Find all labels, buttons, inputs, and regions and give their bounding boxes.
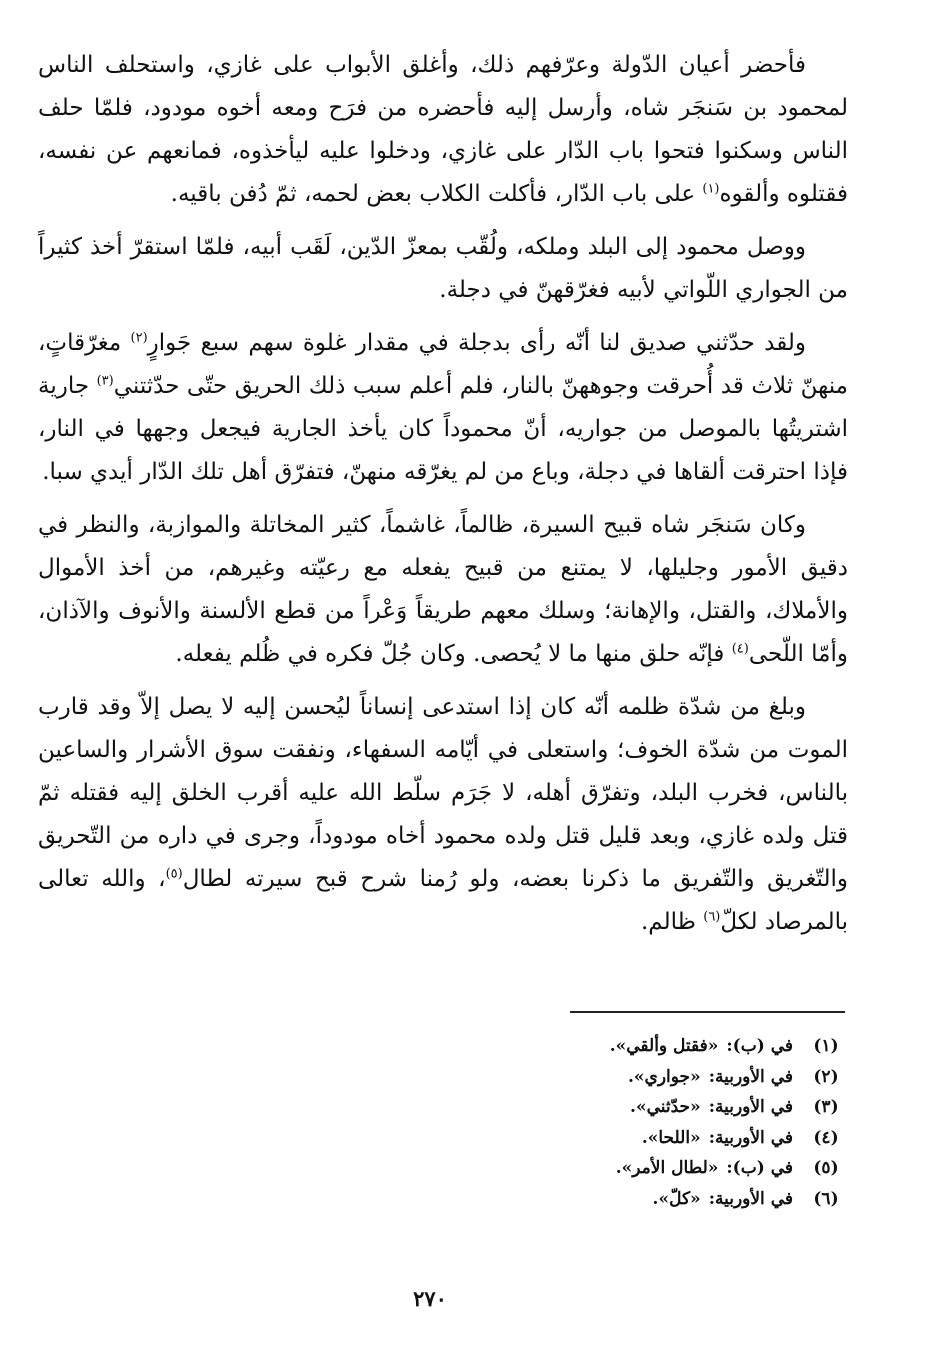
paragraph-text: فإنّه حلق منها ما لا يُحصى. وكان جُلّ فكره في ظُلم يفعله. <box>175 641 732 667</box>
footnote-source: في الأوربية: <box>708 1066 793 1087</box>
paragraph <box>38 44 848 216</box>
footnote-ref: (١) <box>702 181 720 197</box>
footnote-ref: (٣) <box>96 373 114 389</box>
paragraph <box>38 322 848 494</box>
footnote-item <box>420 1153 845 1184</box>
footnote-text: «حدّثني». <box>630 1097 701 1117</box>
footnote-ref: (٢) <box>130 330 148 346</box>
footnote-item <box>420 1092 845 1123</box>
footnote-source: في (ب): <box>726 1158 793 1178</box>
paragraph-text: وبلغ من شدّة ظلمه أنّه كان إذا استدعى إنساناً ليُحسن إليه لا يصل إلاّ وقد قارب الموت من شدّة الخوف؛ واستعلى في أيّامه السفهاء، ونفقت سوق الأشرار والساعين بالناس، فخرب البلد، وتفرّق أهله، لا جَرَم سلّط الله عليه أقرب الخلق إليه فقتله ثمّ قتل ولده غازي، وبعد قليل قتل ولده محمود أخاه مودوداً، وجرى في داره من التّحريق والتّغريق والتّفريق ما ذكرنا بعضه، ولو رُمنا شرح قبح سيرته لطال <box>38 694 848 892</box>
main-text <box>38 44 848 954</box>
footnote-number: (٣) <box>813 1097 839 1117</box>
footnote-divider <box>570 1011 845 1013</box>
footnote-item <box>420 1123 845 1154</box>
paragraph-text: ووصل محمود إلى البلد وملكه، ولُقّب بمعزّ الدّين، لَقَب أبيه، فلمّا استقرّ أخذ كثيراً من الجواري اللّواتي لأبيه فغرّقهنّ في دجلة. <box>38 234 848 303</box>
footnote-text: «فقتل وألقي». <box>609 1036 719 1056</box>
footnotes-list <box>420 1031 845 1214</box>
paragraph <box>38 504 848 676</box>
footnote-item <box>420 1184 845 1215</box>
paragraph-text: ، والله تعالى بالمرصاد لكلّ <box>38 866 848 935</box>
footnote-number: (٥) <box>813 1158 839 1178</box>
footnote-source: في الأوربية: <box>708 1188 793 1209</box>
footnote-number: (٢) <box>813 1066 839 1087</box>
footnote-ref: (٥) <box>165 866 183 882</box>
paragraph-text: جارية اشتريتُها بالموصل من جواريه، أنّ محموداً كان يأخذ الجارية فيجعل وجهها في النار، فإذا احترقت ألقاها في دجلة، وباع من لم يغرّقه منهنّ، فتفرّق أهل تلك الدّار أيدي سبا. <box>38 373 848 485</box>
footnote-source: في الأوربية: <box>708 1127 793 1148</box>
footnote-text: «اللحا». <box>641 1127 701 1148</box>
paragraph-text: ولقد حدّثني صديق لنا أنّه رأى بدجلة في مقدار غلوة سهم سبع جَوارٍ <box>147 330 806 356</box>
footnote-item <box>420 1062 845 1093</box>
footnote-text: «لطال الأمر». <box>615 1158 719 1178</box>
paragraph <box>38 226 848 312</box>
paragraph-text: على باب الدّار، فأكلت الكلاب بعض لحمه، ثمّ دُفن باقيه. <box>170 181 703 207</box>
footnote-item <box>420 1031 845 1062</box>
footnote-number: (٦) <box>813 1188 839 1209</box>
footnote-source: في (ب): <box>726 1036 793 1056</box>
footnote-ref: (٤) <box>731 641 749 657</box>
footnote-number: (١) <box>813 1036 839 1056</box>
paragraph-text: وكان سَنجَر شاه قبيح السيرة، ظالماً، غاشماً، كثير المخاتلة والموازبة، والنظر في دقيق الأمور وجليلها، لا يمتنع من قبيح يفعله مع رعيّته وغيرهم، من أخذ الأموال والأملاك، والقتل، والإهانة؛ وسلك معهم طريقاً وَعْراً من قطع الألسنة والأنوف والآذان، وأمّا اللّحى <box>38 512 848 667</box>
footnote-text: «جواري». <box>627 1066 701 1087</box>
footnote-number: (٤) <box>813 1127 839 1148</box>
paragraph-text: فأحضر أعيان الدّولة وعرّفهم ذلك، وأغلق الأبواب على غازي، واستحلف الناس لمحمود بن سَنجَر شاه، وأرسل إليه فأحضره من فرَح ومعه أخوه مودود، فلمّا حلف الناس وسكنوا فتحوا باب الدّار على غازي، ودخلوا عليه ليأخذوه، فمانعهم عن نفسه، فقتلوه وألقوه <box>38 52 848 207</box>
paragraph-text: ظالم. <box>640 909 704 935</box>
paragraph-text: مغرّقاتٍ، منهنّ ثلاث قد أُحرقت وجوههنّ بالنار، فلم أعلم سبب ذلك الحريق حتّى حدّثتني <box>38 330 848 399</box>
page-number: ٢٧٠ <box>413 1286 447 1311</box>
footnote-ref: (٦) <box>703 909 721 925</box>
footnote-source: في الأوربية: <box>708 1097 793 1117</box>
paragraph <box>38 686 848 944</box>
footnote-text: «كلّ». <box>652 1188 701 1209</box>
